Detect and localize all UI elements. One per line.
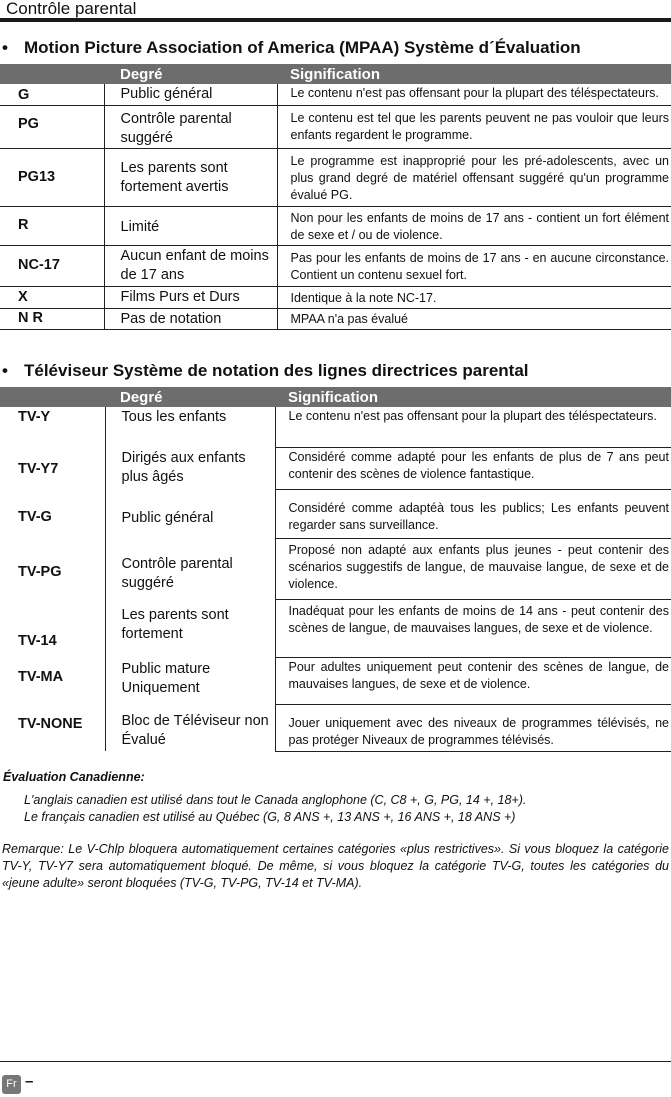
table-row — [0, 148, 671, 206]
rating-name: Limité — [104, 206, 277, 245]
rating-description: Proposé non adapté aux enfants plus jeunes - peut contenir des scénarios suggestifs de langue, de mauvaise langue, de sexe et de violence. — [275, 538, 671, 599]
rating-code: G — [0, 84, 104, 105]
rating-description: Considéré comme adapté pour les enfants de plus de 7 ans peut contenir des scènes de violence fantastique. — [275, 447, 671, 489]
rating-code: TV-MA — [18, 669, 64, 685]
rating-name: Public général — [104, 84, 277, 105]
rating-name: Dirigés aux enfants plus âgés — [105, 447, 275, 489]
rating-code: X — [0, 286, 104, 308]
bullet-icon: • — [2, 361, 8, 380]
rating-code: R — [0, 206, 104, 245]
page-title: Contrôle parental — [6, 0, 137, 18]
rating-name: Films Purs et Durs — [104, 286, 277, 308]
rating-name: Bloc de Téléviseur non Évalué — [105, 704, 275, 751]
rating-name: Les parents sont fortement avertis — [104, 148, 277, 206]
table-row — [0, 657, 671, 704]
mpaa-section-title — [0, 38, 581, 58]
table-row — [0, 447, 671, 489]
rating-code: NC-17 — [0, 245, 104, 286]
rating-code: TV-G — [18, 509, 52, 525]
rating-code: TV-PG — [18, 564, 62, 580]
table-row — [0, 308, 671, 329]
rating-code: PG — [0, 105, 104, 148]
table-row — [0, 286, 671, 308]
rating-description: Identique à la note NC-17. — [277, 286, 671, 308]
rating-code: N R — [0, 308, 104, 329]
rating-description: Le programme est inapproprié pour les pré-adolescents, avec un plus grand degré de matériel offensant suggéré qu'un programme évalué PG. — [277, 148, 671, 206]
rating-name: Aucun enfant de moins de 17 ans — [104, 245, 277, 286]
rating-name: Tous les enfants — [105, 407, 275, 447]
rating-description: Non pour les enfants de moins de 17 ans - contient un fort élément de sexe et / ou de violence. — [277, 206, 671, 245]
canada-french-line: Le français canadien est utilisé au Québec (G, 8 ANS +, 13 ANS +, 16 ANS +, 18 ANS +) — [24, 810, 516, 824]
table-row — [0, 538, 671, 599]
rating-code: TV-14 — [18, 633, 57, 649]
rating-description: Inadéquat pour les enfants de moins de 14 ans - peut contenir des scènes de langue, de mauvaises langues, de sexe et de violence. — [275, 599, 671, 657]
column-header-degree: Degré — [0, 64, 277, 84]
tv-rating-table — [0, 387, 671, 752]
footer-rule — [0, 1061, 671, 1062]
table-row — [0, 407, 671, 447]
table-row — [0, 245, 671, 286]
tv-title-text: Téléviseur Système de notation des lignes directrices parental — [24, 361, 529, 380]
table-header-row — [0, 387, 671, 407]
mpaa-title-text: Motion Picture Association of America (MPAA) Système d´Évaluation — [24, 38, 581, 57]
canada-rating-title: Évaluation Canadienne: — [3, 770, 145, 784]
table-row — [0, 84, 671, 105]
tv-section-title — [0, 361, 529, 381]
bullet-icon: • — [2, 38, 8, 57]
rating-code: PG13 — [0, 148, 104, 206]
rating-name: Pas de notation — [104, 308, 277, 329]
rating-description: Le contenu n'est pas offensant pour la plupart des téléspectateurs. — [275, 407, 671, 447]
language-badge: Fr — [2, 1075, 21, 1094]
rating-description: Jouer uniquement avec des niveaux de programmes télévisés, ne pas protéger Niveaux de programmes télévisés. — [275, 704, 671, 751]
page-number-dash: – — [25, 1073, 34, 1090]
rating-description: MPAA n'a pas évalué — [277, 308, 671, 329]
table-row — [0, 489, 671, 538]
column-header-degree: Degré — [0, 387, 275, 407]
rating-code: TV-Y — [18, 409, 51, 425]
rating-code: TV-Y7 — [18, 461, 59, 477]
page-header — [0, 0, 671, 22]
table-row — [0, 105, 671, 148]
rating-code: TV-NONE — [18, 716, 83, 732]
rating-name: Les parents sont fortement — [105, 599, 275, 657]
table-header-row — [0, 64, 671, 84]
column-header-meaning: Signification — [275, 387, 671, 407]
rating-description: Le contenu n'est pas offensant pour la plupart des téléspectateurs. — [277, 84, 671, 105]
rating-name: Contrôle parental suggéré — [104, 105, 277, 148]
table-row — [0, 206, 671, 245]
rating-name: Contrôle parental suggéré — [105, 538, 275, 599]
rating-description: Pas pour les enfants de moins de 17 ans - en aucune circonstance. Contient un contenu sexuel fort. — [277, 245, 671, 286]
rating-description: Le contenu est tel que les parents peuvent ne pas vouloir que leurs enfants regardent le programme. — [277, 105, 671, 148]
column-header-meaning: Signification — [277, 64, 671, 84]
table-row — [0, 599, 671, 657]
rating-name: Public général — [105, 489, 275, 538]
remark-paragraph: Remarque: Le V-Chlp bloquera automatiquement certaines catégories «plus restrictives». Si vous bloquez la catégorie TV-Y, TV-Y7 sera automatiquement bloqué. De même, si vous bloquez la catégorie TV-G, toutes les catégories du «jeune adulte» seront bloquées (TV-G, TV-PG, TV-14 et TV-MA). — [2, 842, 669, 890]
table-row — [0, 704, 671, 751]
canada-english-line: L'anglais canadien est utilisé dans tout le Canada anglophone (C, C8 +, G, PG, 14 +, 18+). — [24, 793, 527, 807]
rating-name: Public mature Uniquement — [105, 657, 275, 704]
header-rule — [0, 18, 671, 22]
rating-description: Considéré comme adaptéà tous les publics; Les enfants peuvent regarder sans surveillance. — [275, 489, 671, 538]
rating-description: Pour adultes uniquement peut contenir des scènes de langue, de mauvaises langues, de sexe et de violence. — [275, 657, 671, 704]
mpaa-rating-table — [0, 64, 671, 330]
